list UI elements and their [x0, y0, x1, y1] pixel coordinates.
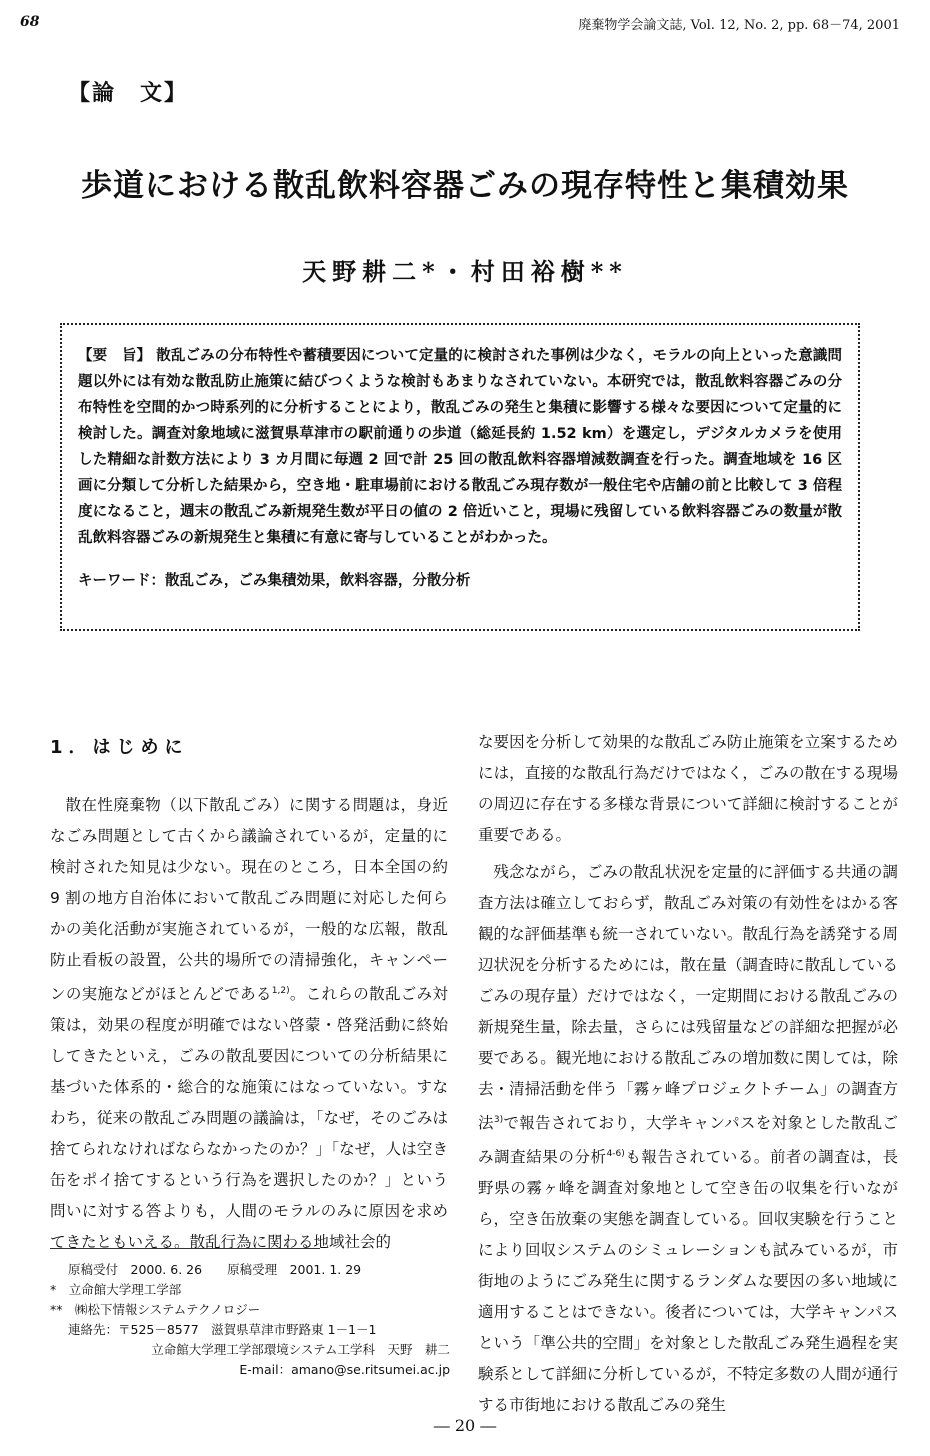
affiliation-2: ** ㈱松下情報システムテクノロジー: [50, 1302, 261, 1317]
paper-title: 歩道における散乱飲料容器ごみの現存特性と集積効果: [81, 168, 849, 204]
abstract-text: [78, 343, 842, 551]
page-footer-number: ― 20 ―: [433, 1416, 497, 1435]
author-list: 天野耕二*・村田裕樹**: [302, 257, 628, 286]
keywords: キーワード：散乱ごみ，ごみ集積効果，飲料容器，分散分析: [78, 573, 471, 589]
abstract-body: 散乱ごみの分布特性や蓄積要因について定量的に検討された事例は少なく，モラルの向上といった意識問題以外には有効な散乱防止施策に結びつくような検討もあまりなされていない。本研究では，散乱飲料容器ごみの分布特性を空間的かつ時系列的に分析することにより，散乱ごみの発生と集積に影響する様々な要因について定量的に検討した。調査対象地域に滋賀県草津市の駅前通りの歩道（総延長約 1.52 km）を選定し，デジタルカメラを使用した精細な計数方法により 3 カ月間に毎週 2 回で計 25 回の散乱飲料容器増減数調査を行った。調査地域を 16 区画に分類して分析した結果から，空き地・駐車場前における散乱ごみ現存数が一般住宅や店舗の前と比較して 3 倍程度になること，週末の散乱ごみ新規発生数が平日の値の 2 倍近いこと，現場に残留している飲料容器ごみの数量が散乱飲料容器ごみの新規発生と集積に有意に寄与していることがわかった。: [78, 348, 842, 546]
right-column: [478, 727, 898, 1421]
received-dates: 原稿受付 2000. 6. 26 原稿受理 2001. 1. 29: [68, 1262, 362, 1277]
contact-address: 連絡先：〒525－8577 滋賀県草津市野路東 1－1－1: [68, 1322, 377, 1337]
journal-citation: 廃棄物学会論文誌, Vol. 12, No. 2, pp. 68－74, 2001: [578, 18, 900, 33]
affiliation-1: * 立命館大学理工学部: [50, 1282, 182, 1297]
section-heading: 1．はじめに: [50, 737, 189, 758]
citation-ref: 4-6): [606, 1149, 625, 1160]
article-type-label: 【論 文】: [68, 80, 189, 106]
abstract-box: [60, 323, 860, 631]
paragraph: な要因を分析して効果的な散乱ごみ防止施策を立案するためには，直接的な散乱行為だけではなく，ごみの散在する現場の周辺に存在する多様な背景について詳細に検討することが重要である。: [478, 733, 898, 844]
contact-person: 立命館大学理工学部環境システム工学科 天野 耕二: [151, 1342, 450, 1357]
footnotes: [50, 1260, 450, 1380]
citation-ref: 1,2): [271, 986, 290, 996]
footnote-divider: [50, 1248, 320, 1249]
paragraph: 散在性廃棄物（以下散乱ごみ）に関する問題は，身近なごみ問題として古くから議論されているが，定量的に検討された知見は少ない。現在のところ，日本全国の約 9 割の地方自治体において散乱ごみ問題に対応した何らかの美化活動が実施されているが，一般的な広報，散乱防止看板の設置，公共的場所での清掃強化，キャンペーンの実施などがほとんどである$^{1,2)}$。これらの散乱ごみ対策は，効果の程度が明確ではない啓蒙・啓発活動に終始してきたといえ，ごみの散乱要因についての分析結果に基づいた体系的・総合的な施策にはなっていない。すなわち，従来の散乱ごみ問題の議論は，「なぜ，そのごみは捨てられなければならなかったのか？」「なぜ，人は空き缶をポイ捨てするという行為を選択したのか？」という問いに対する答よりも，人間のモラルのみに原因を求めてきたともいえる。散乱行為に関わる地域社会的: [50, 796, 448, 1252]
contact-email: E-mail：amano@se.ritsumei.ac.jp: [239, 1362, 450, 1377]
page-number-top: 68: [20, 14, 40, 30]
citation-ref: 3): [493, 1115, 504, 1125]
left-column: [50, 790, 448, 1258]
paragraph: 残念ながら，ごみの散乱状況を定量的に評価する共通の調査方法は確立しておらず，散乱ごみ対策の有効性をはかる客観的な評価基準も統一されていない。散乱行為を誘発する周辺状況を分析するためには，散在量（調査時に散乱しているごみの現存量）だけではなく，一定期間における散乱ごみの新規発生量，除去量，さらには残留量などの詳細な把握が必要である。観光地における散乱ごみの増加数に関しては，除去・清掃活動を伴う「霧ヶ峰プロジェクトチーム」の調査方法$^{3)}$で報告されており，大学キャンパスを対象とした散乱ごみ調査結果の分析$^{4-6)}$も報告されている。前者の調査は，長野県の霧ヶ峰を調査対象地として空き缶の収集を行いながら，空き缶放棄の実態を調査している。回収実験を行うことにより回収システムのシミュレーションも試みているが，市街地のようにごみ発生に関するランダムな要因の多い地域に適用することはできない。後者については，大学キャンパスという「準公共的空間」を対象とした散乱ごみ発生過程を実験系として詳細に分析しているが，不特定多数の人間が通行する市街地における散乱ごみの発生: [478, 863, 898, 1415]
abstract-label: 【要 旨】: [78, 348, 152, 364]
